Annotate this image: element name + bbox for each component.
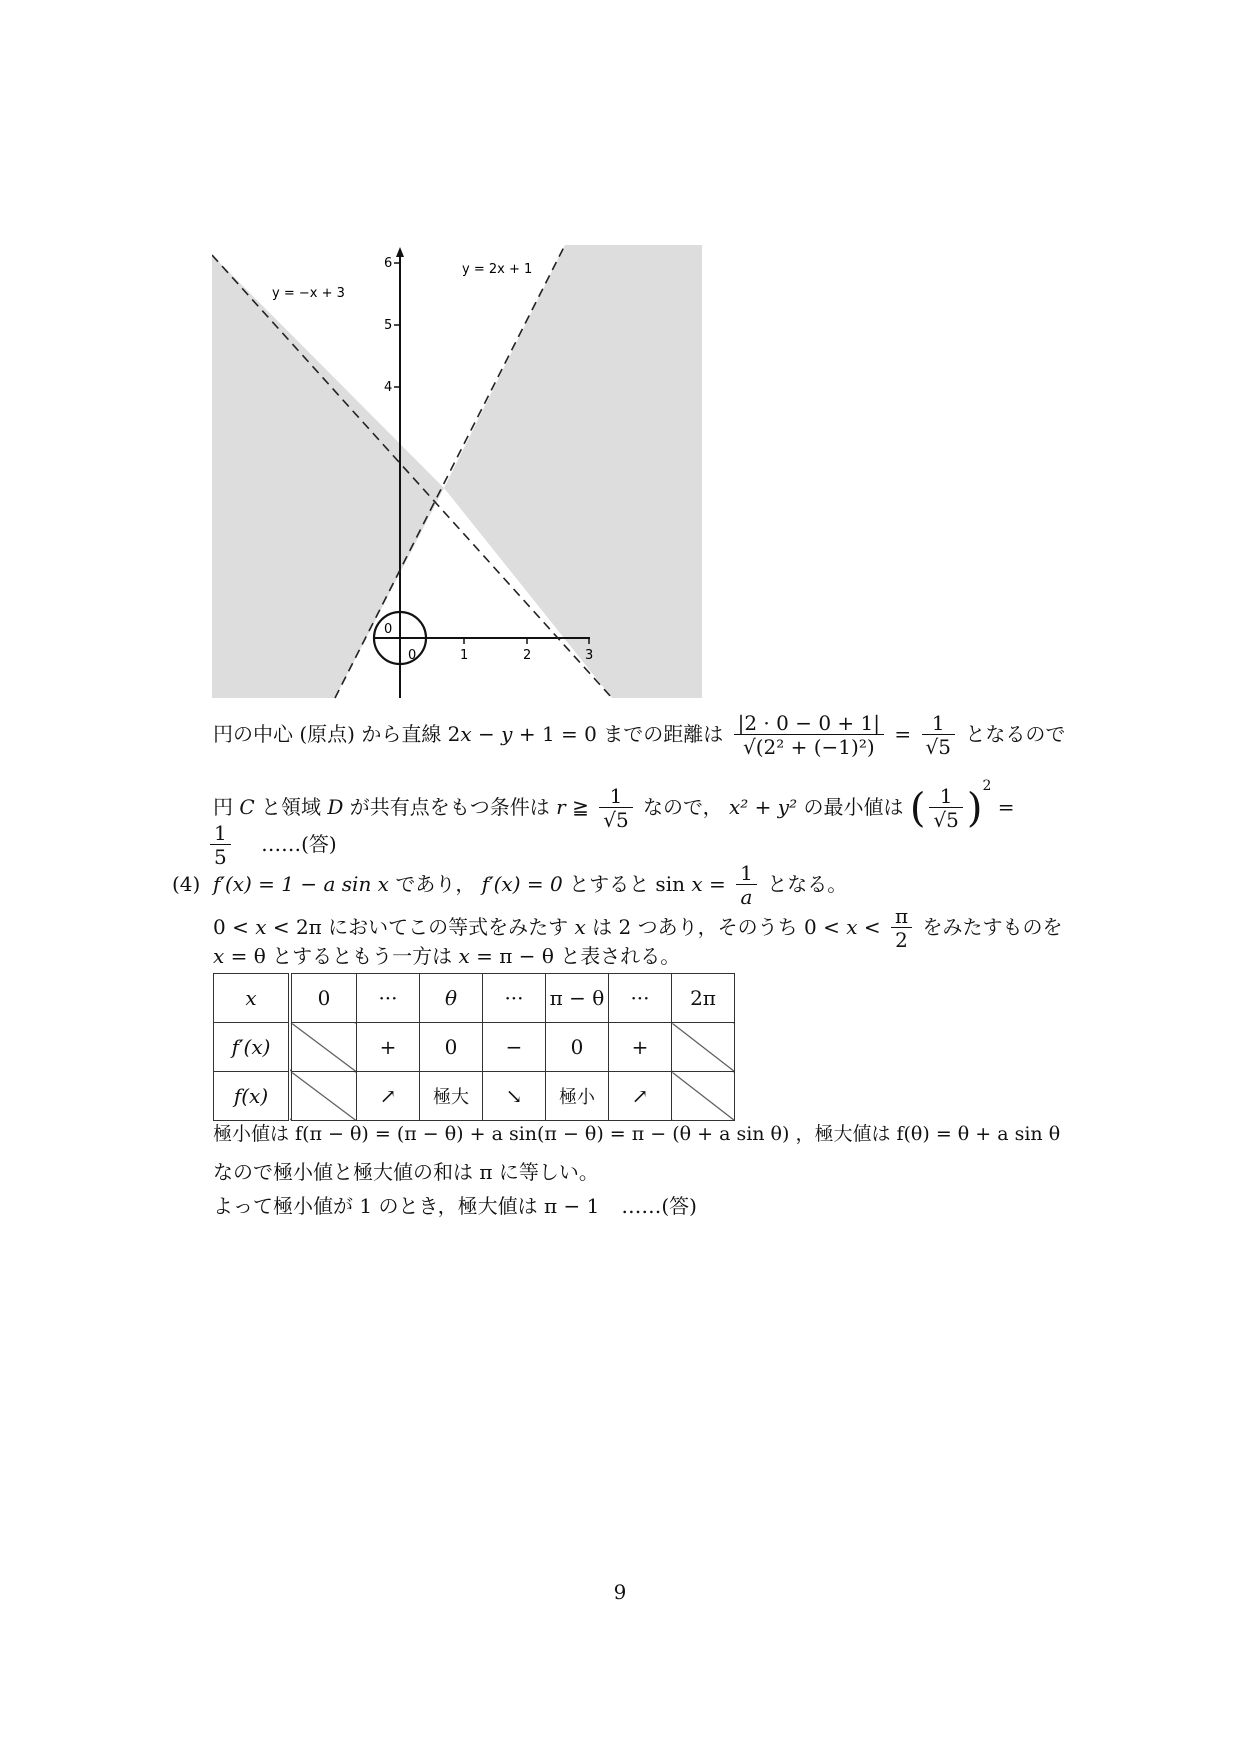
- table-header-x: x: [214, 974, 291, 1023]
- table-cell-diagonal: [290, 1072, 357, 1121]
- table-header-fprime: f′(x): [214, 1023, 291, 1072]
- table-header-f: f(x): [214, 1072, 291, 1121]
- increase-decrease-table: [213, 973, 735, 1121]
- shaded-region-right: [444, 245, 702, 698]
- y-axis-arrow: [396, 247, 404, 257]
- text-line-derivative: f′(x) = 1 − a sin x であり， f′(x) = 0 とすると sin x = $\frac{1}{a}$ となる。: [213, 861, 848, 909]
- text-line-solutions: 0 < x < 2π においてこの等式をみたす x は 2 つあり，そのうち 0 < x < $\frac{\pi}{2}$ をみたすものを: [213, 904, 1063, 952]
- table-cell: +: [609, 1023, 672, 1072]
- text-line-sum: なので極小値と極大値の和は π に等しい。: [213, 1160, 599, 1184]
- table-cell: 極小: [546, 1072, 609, 1121]
- arrow-down-icon: ↘: [483, 1072, 546, 1121]
- x-tick-2: 2: [523, 648, 532, 663]
- table-cell: −: [483, 1023, 546, 1072]
- text-line-answer-2: よって極小値が 1 のとき，極大値は π − 1 ……(答): [213, 1194, 697, 1218]
- y-tick-6: 6: [384, 256, 393, 271]
- table-cell: ···: [609, 974, 672, 1023]
- table-cell: π − θ: [546, 974, 609, 1023]
- region-graph: [212, 245, 702, 703]
- y-tick-5: 5: [384, 318, 393, 333]
- y-tick-4: 4: [384, 380, 393, 395]
- table-cell: 極大: [420, 1072, 483, 1121]
- x-tick-1: 1: [460, 648, 469, 663]
- text-line-theta: x = θ とするともう一方は x = π − θ と表される。: [213, 944, 681, 968]
- origin-y-label: 0: [384, 622, 393, 637]
- table-cell-diagonal: [672, 1023, 735, 1072]
- label-line-2: y = 2x + 1: [462, 262, 533, 277]
- x-tick-3: 3: [585, 648, 594, 663]
- arrow-up-icon: ↗: [609, 1072, 672, 1121]
- table-cell: 0: [546, 1023, 609, 1072]
- table-cell: 2π: [672, 974, 735, 1023]
- fraction-distance: $\frac{|2 \cdot 0 - 0 + 1|}{\text{√(2² + (−1)²)}}$: [734, 712, 884, 759]
- table-cell-diagonal: [290, 1023, 357, 1072]
- table-row-f: [214, 1072, 735, 1121]
- table-cell: ···: [357, 974, 420, 1023]
- label-part-4: (4): [172, 872, 201, 896]
- table-row-fprime: [214, 1023, 735, 1072]
- table-cell: 0: [290, 974, 357, 1023]
- text-line-distance: 円の中心 (原点) から直線 2x − y + 1 = 0 までの距離は $\frac{|2 \cdot 0 - 0 + 1|}{\text{√(2² + (−1)²)}}$ = $\frac{1}{√5}$ となるので: [213, 711, 1066, 759]
- table-cell: 0: [420, 1023, 483, 1072]
- shaded-region-left: [212, 255, 444, 698]
- origin-x-label: 0: [408, 648, 417, 663]
- text-line-minimum: 極小値は f(π − θ) = (π − θ) + a sin(π − θ) = π − (θ + a sin θ) ，極大値は f(θ) = θ + a sin θ: [213, 1123, 1061, 1145]
- table-cell: ···: [483, 974, 546, 1023]
- table-cell: θ: [420, 974, 483, 1023]
- text-line-answer-1: $\frac{1}{5}$ ……(答): [210, 822, 337, 869]
- table-cell: +: [357, 1023, 420, 1072]
- arrow-up-icon: ↗: [357, 1072, 420, 1121]
- table-cell-diagonal: [672, 1072, 735, 1121]
- text-line-condition: 円 C と領域 D が共有点をもつ条件は r ≧ $\frac{1}{√5}$ なので， x² + y² の最小値は ( $\frac{1}{√5}$ )$^2$ =: [213, 778, 1015, 832]
- table-row-x: [214, 974, 735, 1023]
- page-number: 9: [613, 1580, 627, 1604]
- label-line-1: y = −x + 3: [272, 286, 345, 301]
